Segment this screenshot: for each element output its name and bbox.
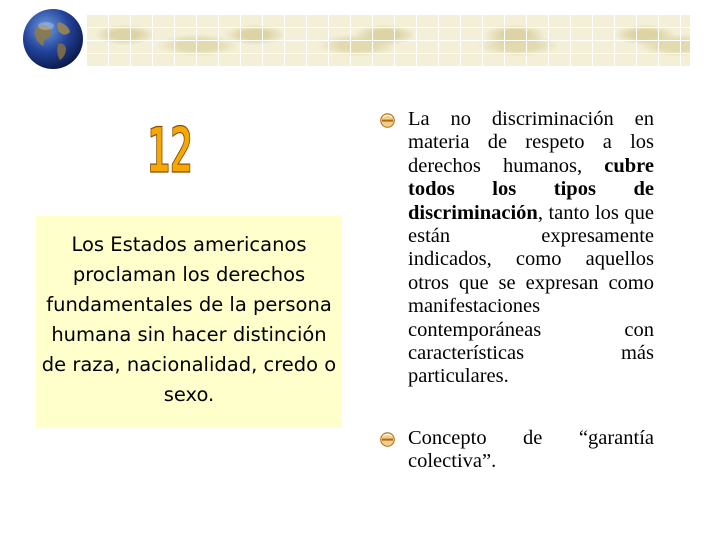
top-banner — [0, 0, 720, 82]
bullet-list — [380, 108, 654, 474]
bullet-item — [380, 108, 654, 389]
bullet-text-after: , tanto los que están expresamente indicados, como aquellos otros que se expresan como manifestaciones contemporáneas con características más particulares. — [408, 201, 654, 388]
highlight-box — [36, 216, 342, 428]
bullet-text-before: La no discriminación en materia de respeto a los derechos humanos, — [408, 108, 654, 177]
globe-icon — [22, 8, 84, 70]
bullet-icon — [380, 432, 395, 447]
map-pattern-strip — [86, 14, 690, 66]
bullet-text-bold: cubre todos los tipos de discriminación — [408, 154, 654, 224]
bullet-item — [380, 427, 654, 474]
highlight-text: Los Estados americanos proclaman los derechos fundamentales de la persona humana sin hacer distinción de raza, nacionalidad, credo o sexo. — [41, 233, 337, 406]
slide-number — [145, 112, 195, 187]
bullet-icon — [380, 113, 395, 128]
svg-text:12: 12 — [147, 114, 193, 187]
bullet-text: Concepto de “garantía colectiva”. — [408, 426, 654, 473]
